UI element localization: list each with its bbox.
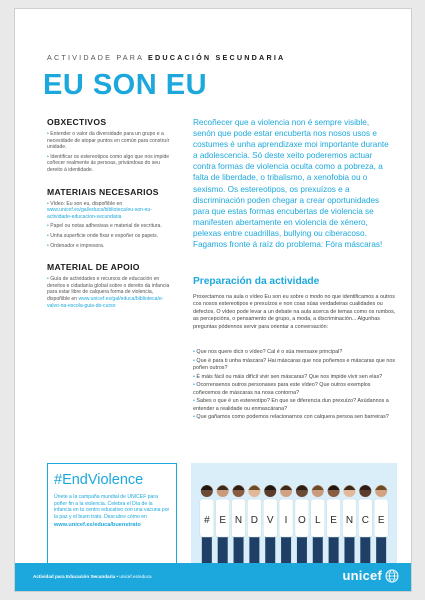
shirt-letter: C — [361, 515, 369, 526]
bullet-dot: • — [193, 349, 195, 355]
bullet-dot: • — [193, 357, 195, 364]
unicef-logo — [343, 568, 399, 583]
objective-item: • Identificar os estereotipos como algo que nos impide coñecer realmente ás persoas, privándoas do seu dereito á identidade. — [47, 153, 170, 173]
footer-bar — [15, 563, 412, 592]
preparation-heading: Preparación da actividade — [193, 276, 320, 287]
shirt-letter: # — [204, 515, 210, 526]
material-item: • Ordenador e impresora. — [47, 242, 105, 249]
globe-icon — [385, 569, 399, 583]
group-photo-illustration — [191, 463, 397, 573]
support-heading: MATERIAL DE APOIO — [47, 262, 140, 273]
question-item: • Sabes o que é un estereotipo? En que se diferencia dun prexuízo? Axúdannos a entender a realidade ou enmascárana? — [193, 398, 389, 412]
video-label: Vídeo: Eu son eu, dispoñible en — [50, 200, 123, 207]
support-link[interactable]: www.unicef.es/gal/educa/biblioteca/e-valvo-na-escola-guia-do-curso — [47, 295, 164, 309]
shirt-letter: E — [377, 515, 385, 526]
bullet-dot: • — [47, 131, 49, 137]
footer-text: Actividad para Educación Secundaria • unicef.es/educa — [33, 574, 152, 579]
shirt-letter: N — [345, 515, 354, 526]
question-item: • Ocorrensenos outros personaxes para este vídeo? Que outros exemplos coñecemos de máscaras na nosa contorna? — [193, 382, 371, 396]
page-title: EU SON EU — [43, 69, 208, 101]
shirt-letter: O — [298, 515, 306, 526]
bullet-dot: • — [193, 373, 195, 380]
shirt-letter: E — [330, 515, 337, 526]
shirt-letter: D — [250, 515, 259, 526]
bullet-dot: • — [47, 276, 49, 283]
document-page — [14, 8, 412, 592]
support-item — [47, 276, 175, 309]
footer-bold: Actividad para Educación Secundaria — [33, 574, 116, 579]
bullet-dot: • — [47, 242, 49, 249]
endviolence-hashtag: #EndViolence — [54, 472, 144, 488]
shirt-letter: I — [284, 515, 288, 526]
shirt-letter: N — [234, 515, 243, 526]
footer-link[interactable]: unicef.es/educa — [119, 574, 152, 579]
bullet-dot: • — [193, 398, 195, 405]
activity-kicker — [47, 53, 285, 62]
bullet-dot: • — [193, 382, 195, 389]
materials-heading: MATERIAIS NECESARIOS — [47, 186, 159, 197]
question-item: • Que gañamos como podemos relacionarnos con calquera persoa sen barreiras? — [193, 414, 389, 421]
left-column — [47, 117, 175, 312]
question-item: • É máis fácil ou máis difícil vivir sen máscaras? Que nos impide vivir sen elas? — [193, 373, 383, 380]
support-text: Guía de actividades e recursos de educación en dereitos e cidadanía global sobre o dereito da infancia para estar libre de calquera forma de violencia, dispoñible en — [47, 276, 170, 302]
shirt-letter: E — [219, 515, 227, 526]
objective-item: • Entender o valor da diversidade para un grupo e a necesidade de atopar puntos en común para construír unidade. — [47, 131, 170, 151]
intro-paragraph: Recoñecer que a violencia non é sempre visible, senón que pode estar encuberta nos nosos usos e costumes é unha aprendizaxe moi importante durante a adolescencia. Só deste xeito poderemos actuar contra formas de violencia oculta como a pobreza, a falta de liberdade, o tribalismo, a xenofobia ou o sexismo. Os estereotipos, os prexuízos e a discriminación poden chegar a crear oportunidades para que estas formas encubertas de violencia se manifesten abertamente en violencia de xénero, pelexas entre cuadrillas, bullying ou ciberacoso. Fagamos fronte á raíz do problema: Fóra máscaras! — [193, 118, 389, 250]
material-item: • Unha superficie onde fixar e expoñer os papeis. — [47, 232, 159, 239]
preparation-paragraph: Proxectamos na aula o vídeo Eu son eu sobre o modo no que identificamos a outros cos nosos estereotipos e prexuízos e non coas súas verdadeiras cualidades ou defectos. O vídeo pode levar a un debate na aula acerca de temas como os rumbos, as percepcións, o pensamento de grupo, a moda, a discriminación... Algunhas preguntas pódennos servir para orientar a conversación: — [193, 294, 396, 330]
shirt-letter: L — [314, 515, 321, 526]
objectives-heading: OBXECTIVOS — [47, 117, 107, 127]
video-link[interactable]: www.unicef.es/gal/educa/biblioteca/eu-son-eu-actividade-educacion-secundaria — [47, 207, 153, 220]
question-item: • Que é para ti unha máscara? Hai máscaras que nos poñemos e máscaras que nos poñen outros? — [193, 357, 396, 371]
endviolence-box — [47, 463, 177, 569]
bullet-dot: • — [47, 232, 49, 239]
endviolence-text: Únete a la campaña mundial de UNICEF para poñer fin a la violencia. Celebra el Día de la infancia en tu centro educativo con una vacuna por la paz y el buen trato. Descubre cómo en — [54, 494, 170, 520]
kicker-bold: EDUCACIÓN SECUNDARIA — [147, 53, 286, 62]
material-item — [47, 201, 175, 221]
question-list — [193, 349, 397, 423]
bullet-dot: • — [47, 223, 49, 230]
bullet-dot: • — [193, 414, 195, 421]
endviolence-link[interactable]: www.unicef.es/educa/buenstrato — [54, 522, 141, 529]
kicker-light: ACTIVIDADE PARA — [47, 53, 144, 62]
shirt-letter: V — [266, 515, 274, 526]
endviolence-photo — [191, 463, 397, 573]
bullet-dot: • — [47, 153, 49, 160]
question-item: • Que nos quere dicir o vídeo? Cal é o súa mensaxe principal? — [193, 349, 343, 355]
unicef-wordmark: unicef — [342, 568, 382, 583]
bullet-dot: • — [47, 200, 49, 207]
material-item: • Papel ou notas adhesivas e material de escritura. — [47, 223, 162, 230]
